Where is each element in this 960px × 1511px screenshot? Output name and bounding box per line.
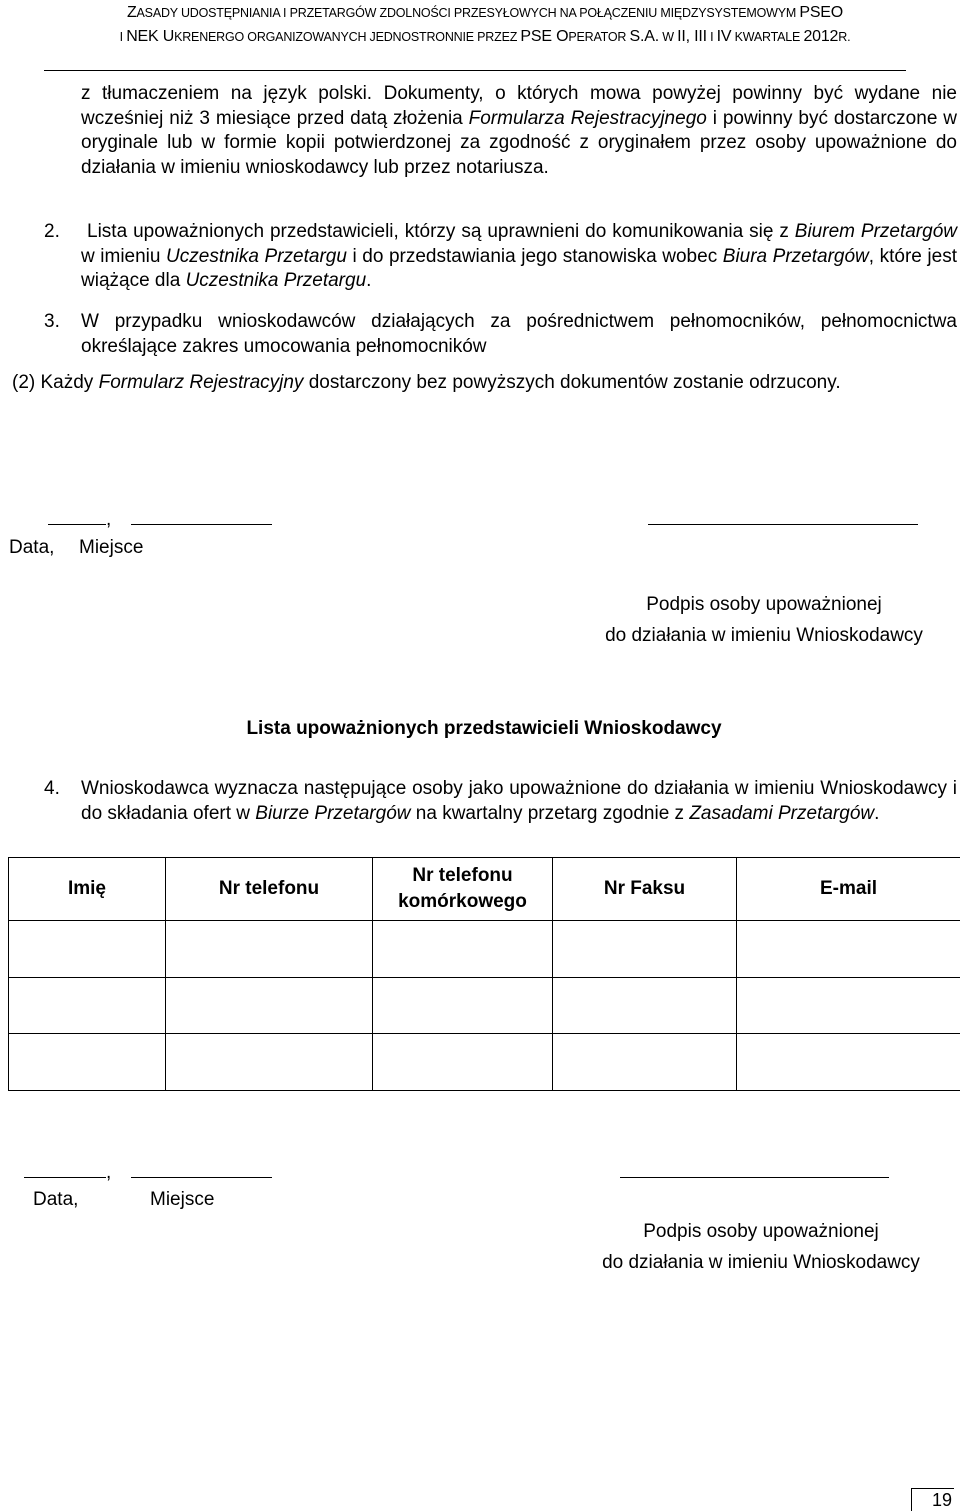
item-number-3: 3. — [44, 311, 60, 332]
signature-line — [620, 1177, 889, 1178]
cell-mobile[interactable] — [373, 1034, 553, 1091]
place-label: Miejsce — [150, 1189, 215, 1210]
cell-fax[interactable] — [553, 1034, 737, 1091]
table-row — [9, 1034, 960, 1091]
cell-name[interactable] — [9, 921, 166, 978]
cell-email[interactable] — [737, 1034, 960, 1091]
representatives-table — [8, 857, 960, 1091]
page-number: 19 — [911, 1488, 954, 1511]
place-line — [131, 1177, 272, 1178]
paragraph-designation: Wnioskodawca wyznacza następujące osoby jako upoważnione do działania w imieniu Wnioskodawcy i do składania ofert w Biurze Przetargów na kwartalny przetarg zgodnie z Zasadami Przetargów. — [81, 778, 957, 824]
table-row — [9, 978, 960, 1034]
date-place-comma: , — [106, 1162, 112, 1183]
cell-email[interactable] — [737, 921, 960, 978]
signature-caption-line1: Podpis osoby upoważnionej — [646, 594, 882, 615]
cell-mobile[interactable] — [373, 978, 553, 1034]
header-rule — [44, 70, 906, 71]
paragraph-rejection-notice: (2) Każdy Formularz Rejestracyjny dostarczony bez powyższych dokumentów zostanie odrzucony. — [12, 372, 841, 393]
running-header-line2: I NEK UKRENERGO ORGANIZOWANYCH JEDNOSTRONNIE PRZEZ PSE OPERATOR S.A. W II, III I IV KWARTALE 2012R. — [119, 28, 851, 45]
signature-caption-line1: Podpis osoby upoważnionej — [643, 1221, 879, 1242]
item-number-4: 4. — [44, 778, 60, 799]
column-header-name: Imię — [9, 858, 166, 921]
section-title: Lista upoważnionych przedstawicieli Wnioskodawcy — [246, 718, 722, 739]
date-line — [24, 1177, 106, 1178]
table-header-row — [9, 858, 960, 921]
column-header-fax: Nr Faksu — [553, 858, 737, 921]
date-place-comma: , — [106, 509, 112, 530]
cell-email[interactable] — [737, 978, 960, 1034]
cell-name[interactable] — [9, 978, 166, 1034]
paragraph-documents: z tłumaczeniem na język polski. Dokumenty, o których mowa powyżej powinny być wydane nie wcześniej niż 3 miesiące przed datą złożenia Formularza Rejestracyjnego i powinny być dostarczone w oryginale lub w formie kopii potwierdzonej za zgodność z oryginałem przez osoby upoważnione do działania w imieniu wnioskodawcy lub przez notariusza. — [81, 83, 957, 178]
signature-line — [648, 524, 918, 525]
cell-fax[interactable] — [553, 921, 737, 978]
paragraph-representatives: Lista upoważnionych przedstawicieli, którzy są uprawnieni do komunikowania się z Biurem Przetargów w imieniu Uczestnika Przetargu i do przedstawiania jego stanowiska wobec Biura Przetargów, które jest wiążące dla Uczestnika Przetargu. — [81, 221, 957, 291]
cell-name[interactable] — [9, 1034, 166, 1091]
date-label: Data, — [33, 1189, 79, 1210]
cell-phone[interactable] — [166, 1034, 373, 1091]
date-label: Data, — [9, 537, 55, 558]
cell-phone[interactable] — [166, 921, 373, 978]
place-label: Miejsce — [79, 537, 144, 558]
table-row — [9, 921, 960, 978]
paragraph-power-of-attorney: W przypadku wnioskodawców działających za pośrednictwem pełnomocników, pełnomocnictwa określające zakres umocowania pełnomocników — [81, 311, 957, 357]
column-header-mobile: Nr telefonu komórkowego — [373, 858, 553, 921]
date-line — [48, 524, 106, 525]
place-line — [131, 524, 272, 525]
cell-fax[interactable] — [553, 978, 737, 1034]
cell-mobile[interactable] — [373, 921, 553, 978]
cell-phone[interactable] — [166, 978, 373, 1034]
running-header-line1: ZASADY UDOSTĘPNIANIA I PRZETARGÓW ZDOLNOŚCI PRZESYŁOWYCH NA POŁĄCZENIU MIĘDZYSYSTEMOWYM PSEO — [126, 4, 844, 21]
column-header-email: E-mail — [737, 858, 960, 921]
signature-caption-line2: do działania w imieniu Wnioskodawcy — [602, 1252, 920, 1273]
item-number-2: 2. — [44, 221, 60, 242]
signature-caption-line2: do działania w imieniu Wnioskodawcy — [605, 625, 923, 646]
column-header-phone: Nr telefonu — [166, 858, 373, 921]
